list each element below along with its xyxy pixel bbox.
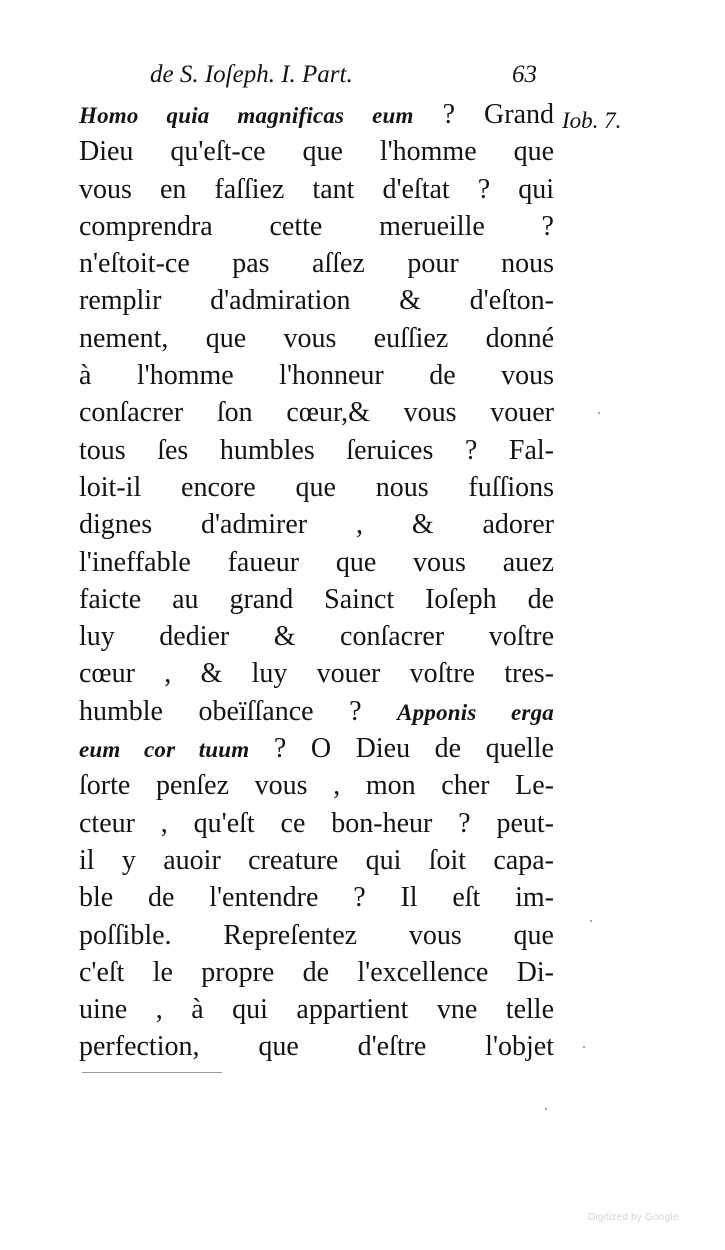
- running-head: [150, 58, 570, 92]
- line-text: perfection, que d'eſtre l'objet: [79, 1031, 554, 1063]
- text-line: [79, 171, 554, 208]
- print-speck: [545, 1108, 547, 1110]
- text-line: [79, 357, 554, 394]
- line-text: ſorte penſez vous , mon cher Le-: [79, 770, 554, 802]
- page-number: 63: [512, 61, 537, 88]
- text-line: [79, 133, 554, 170]
- text-line: [79, 655, 554, 692]
- text-line: [79, 767, 554, 804]
- line-text: c'eſt le propre de l'excellence Di-: [79, 956, 554, 988]
- line-text: à l'homme l'honneur de vous: [79, 360, 554, 392]
- line-text: luy dedier & conſacrer voſtre: [79, 621, 554, 653]
- text-line: [79, 693, 554, 730]
- line-text: ? Grand: [413, 99, 555, 130]
- print-speck: [590, 920, 592, 922]
- line-text: il y auoir creature qui ſoit capa-: [79, 844, 554, 876]
- line-text: dignes d'admirer , & adorer: [79, 509, 554, 541]
- line-text: n'eſtoit-ce pas aſſez pour nous: [79, 248, 554, 280]
- running-head-title: de S. Ioſeph. I. Part.: [150, 61, 353, 88]
- line-text: humble obeïſſance ?: [79, 695, 398, 727]
- text-line: [79, 1028, 554, 1065]
- line-text: cteur , qu'eſt ce bon-heur ? peut-: [79, 807, 554, 839]
- text-line: [79, 879, 554, 916]
- text-line: [79, 208, 554, 245]
- text-line: [79, 320, 554, 357]
- text-line: [79, 618, 554, 655]
- line-text: tous ſes humbles ſeruices ? Fal-: [79, 434, 554, 466]
- print-speck: [598, 412, 600, 414]
- line-text: ? O Dieu de quelle: [249, 733, 554, 765]
- text-line: [79, 954, 554, 991]
- text-line: [79, 282, 554, 319]
- line-text: remplir d'admiration & d'eſton-: [79, 285, 554, 317]
- line-text: comprendra cette merueille ?: [79, 210, 554, 242]
- text-line: [79, 581, 554, 618]
- text-line: [79, 506, 554, 543]
- body-text: [79, 96, 554, 1066]
- text-line: [79, 432, 554, 469]
- line-text: cœur , & luy vouer voſtre tres-: [79, 658, 554, 690]
- text-line: [79, 394, 554, 431]
- text-line: [79, 469, 554, 506]
- text-line: [79, 96, 554, 133]
- text-line: [79, 805, 554, 842]
- text-line: [79, 842, 554, 879]
- footer-rule: [82, 1072, 222, 1073]
- text-line: [79, 991, 554, 1028]
- line-text: uine , à qui appartient vne telle: [79, 994, 554, 1026]
- text-line: [79, 730, 554, 767]
- latin-quotation: Homo quia magnificas eum: [79, 103, 414, 128]
- line-text: l'ineffable faueur que vous auez: [79, 546, 554, 578]
- latin-quotation: eum cor tuum: [79, 737, 250, 763]
- watermark: Digitized by Google: [588, 1212, 679, 1223]
- line-text: ble de l'entendre ? Il eſt im-: [79, 882, 554, 914]
- line-text: faicte au grand Sainct Ioſeph de: [79, 583, 554, 615]
- text-line: [79, 917, 554, 954]
- line-text: nement, que vous euſſiez donné: [79, 322, 554, 354]
- line-text: Dieu qu'eſt-ce que l'homme que: [79, 136, 554, 168]
- line-text: conſacrer ſon cœur,& vous vouer: [79, 397, 554, 429]
- line-text: vous en faſſiez tant d'eſtat ? qui: [79, 173, 554, 205]
- line-text: loit-il encore que nous fuſſions: [79, 471, 554, 503]
- latin-quotation: Apponis erga: [397, 699, 554, 725]
- line-text: poſſible. Repreſentez vous que: [79, 919, 554, 951]
- text-line: [79, 544, 554, 581]
- print-speck: [583, 1046, 585, 1048]
- margin-citation: Iob. 7.: [562, 108, 622, 133]
- text-line: [79, 245, 554, 282]
